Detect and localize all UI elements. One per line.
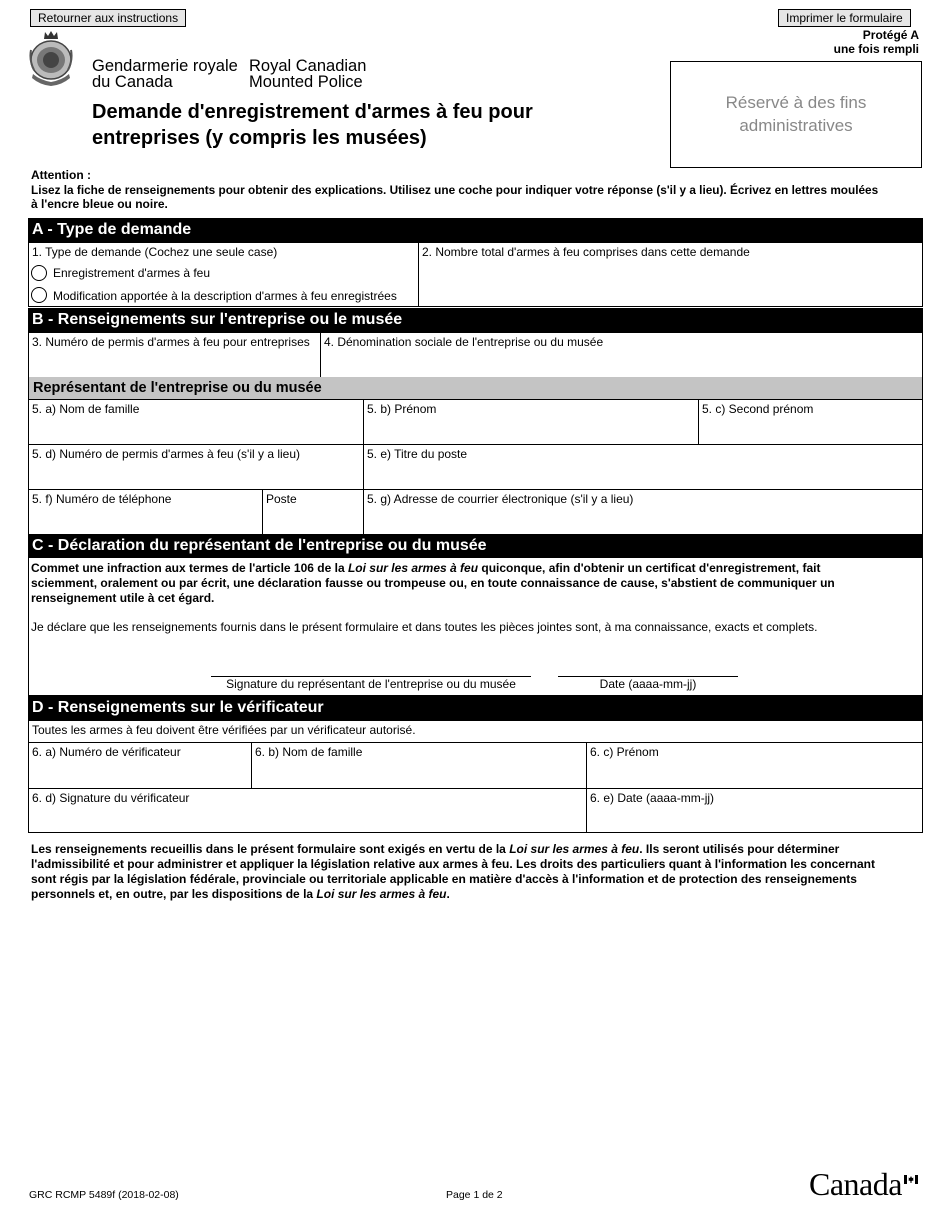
q4-label: 4. Dénomination sociale de l'entreprise ou du musée bbox=[324, 335, 604, 349]
form-title-line1: Demande d'enregistrement d'armes à feu pour bbox=[92, 101, 533, 123]
q5d-licence-number-field[interactable] bbox=[28, 444, 364, 490]
warning-l1-act: Loi sur les armes à feu bbox=[347, 561, 479, 575]
q2-label: 2. Nombre total d'armes à feu comprises dans cette demande bbox=[422, 245, 750, 259]
q6d-verifier-signature-field[interactable] bbox=[28, 788, 587, 833]
attention-line1: Lisez la fiche de renseignements pour obtenir des explications. Utilisez une coche pour indiquer votre réponse (s'il y a lieu). Écrivez en lettres moulées bbox=[31, 182, 879, 197]
privacy-l1-a: Les renseignements recueillis dans le présent formulaire sont exigés en vertu de la bbox=[31, 842, 510, 856]
admin-box-line1: Réservé à des fins bbox=[725, 93, 867, 112]
privacy-notice bbox=[31, 842, 926, 902]
q6d-label: 6. d) Signature du vérificateur bbox=[32, 791, 190, 805]
section-d-note bbox=[28, 720, 923, 743]
verifier-note: Toutes les armes à feu doivent être vérifiées par un vérificateur autorisé. bbox=[32, 723, 416, 737]
q2-total-firearms-field[interactable] bbox=[418, 242, 923, 307]
option-modification-label: Modification apportée à la description d'armes à feu enregistrées bbox=[53, 289, 397, 303]
warning-l2: sciemment, oralement ou par écrit, une déclaration fausse ou trompeuse ou, en toute connaissance de cause, s'abstient de communiquer un bbox=[31, 576, 835, 590]
privacy-l3: sont régis par la législation fédérale, provinciale ou territoriale applicable en matière d'accès à l'information et de protection des renseignements bbox=[31, 872, 857, 886]
q6a-verifier-number-field[interactable] bbox=[28, 742, 252, 789]
q5e-job-title-field[interactable] bbox=[363, 444, 923, 490]
privacy-l1-b: . Ils seront utilisés pour déterminer bbox=[639, 842, 840, 856]
attention-notice bbox=[31, 168, 926, 212]
option-registration-label: Enregistrement d'armes à feu bbox=[53, 266, 211, 280]
declaration-text: Je déclare que les renseignements fournis dans le présent formulaire et dans toutes les pièces jointes sont, à ma connaissance, exacts et complets. bbox=[31, 620, 818, 634]
form-code: GRC RCMP 5489f (2018-02-08) bbox=[29, 1189, 179, 1201]
agency-en-line2: Mounted Police bbox=[249, 73, 363, 91]
privacy-l4-act: Loi sur les armes à feu bbox=[316, 887, 447, 901]
back-to-instructions-button[interactable]: Retourner aux instructions bbox=[30, 9, 186, 27]
privacy-l2: l'admissibilité et pour administrer et appliquer la législation relative aux armes à feu. Les droits des particuliers quant à l'information les concernant bbox=[31, 857, 875, 871]
warning-l1-a: Commet une infraction aux termes de l'article 106 de la bbox=[31, 561, 348, 575]
attention-line2: à l'encre bleue ou noire. bbox=[31, 197, 168, 211]
q3-business-licence-field[interactable] bbox=[28, 332, 321, 378]
privacy-l4-a: personnels et, en outre, par les dispositions de la bbox=[31, 887, 317, 901]
privacy-l1-act: Loi sur les armes à feu bbox=[509, 842, 640, 856]
privacy-l4-b: . bbox=[446, 887, 450, 901]
q5d-label: 5. d) Numéro de permis d'armes à feu (s'il y a lieu) bbox=[32, 447, 301, 461]
q5b-given-name-field[interactable] bbox=[363, 399, 699, 445]
q5f-phone-field[interactable] bbox=[28, 489, 263, 535]
warning-l1-b: quiconque, afin d'obtenir un certificat d'enregistrement, fait bbox=[478, 561, 821, 575]
admin-reserved-box bbox=[670, 61, 922, 168]
q6b-verifier-surname-field[interactable] bbox=[251, 742, 587, 789]
protection-line1: Protégé A bbox=[862, 28, 919, 42]
agency-name-fr bbox=[92, 58, 238, 90]
rcmp-crest-icon bbox=[28, 30, 74, 88]
q5f-extension-field[interactable] bbox=[262, 489, 364, 535]
q6c-label: 6. c) Prénom bbox=[590, 745, 659, 759]
q5f-label: 5. f) Numéro de téléphone bbox=[32, 492, 172, 506]
section-c-header: C - Déclaration du représentant de l'entreprise ou du musée bbox=[28, 534, 923, 558]
q6c-verifier-given-name-field[interactable] bbox=[586, 742, 923, 789]
attention-label: Attention : bbox=[31, 168, 91, 182]
q6a-label: 6. a) Numéro de vérificateur bbox=[32, 745, 181, 759]
form-title-line2: entreprises (y compris les musées) bbox=[92, 127, 427, 149]
section-c-warning bbox=[31, 561, 921, 606]
warning-l3: renseignement utile à cet égard. bbox=[31, 591, 215, 605]
q5f-extension-label: Poste bbox=[266, 492, 297, 506]
q5a-label: 5. a) Nom de famille bbox=[32, 402, 140, 416]
radio-modification[interactable] bbox=[31, 287, 47, 303]
q6e-verifier-date-field[interactable] bbox=[586, 788, 923, 833]
section-a-header: A - Type de demande bbox=[28, 218, 923, 242]
canada-flag-icon bbox=[904, 1173, 918, 1182]
protection-line2: une fois rempli bbox=[833, 42, 919, 56]
q6b-label: 6. b) Nom de famille bbox=[255, 745, 363, 759]
radio-registration[interactable] bbox=[31, 265, 47, 281]
form-title bbox=[92, 99, 533, 151]
q1-label: 1. Type de demande (Cochez une seule case) bbox=[32, 245, 278, 259]
q5c-middle-name-field[interactable] bbox=[698, 399, 923, 445]
section-b-header: B - Renseignements sur l'entreprise ou le musée bbox=[28, 308, 923, 332]
canada-wordmark: Canada bbox=[809, 1166, 902, 1202]
q5e-label: 5. e) Titre du poste bbox=[367, 447, 468, 461]
agency-fr-line1: Gendarmerie royale bbox=[92, 57, 238, 75]
representative-subheader: Représentant de l'entreprise ou du musée bbox=[28, 377, 923, 400]
page-number: Page 1 de 2 bbox=[446, 1189, 503, 1201]
q5g-label: 5. g) Adresse de courrier électronique (s'il y a lieu) bbox=[367, 492, 634, 506]
q5g-email-field[interactable] bbox=[363, 489, 923, 535]
q5c-label: 5. c) Second prénom bbox=[702, 402, 814, 416]
agency-name-en bbox=[249, 58, 366, 90]
protection-label bbox=[834, 28, 919, 56]
admin-box-line2: administratives bbox=[739, 116, 853, 135]
q3-label: 3. Numéro de permis d'armes à feu pour entreprises bbox=[32, 335, 310, 349]
agency-en-line1: Royal Canadian bbox=[249, 57, 367, 75]
q5b-label: 5. b) Prénom bbox=[367, 402, 437, 416]
q6e-label: 6. e) Date (aaaa-mm-jj) bbox=[590, 791, 715, 805]
q4-business-name-field[interactable] bbox=[320, 332, 923, 378]
signature-label: Signature du représentant de l'entreprise ou du musée bbox=[226, 677, 516, 691]
section-d-header: D - Renseignements sur le vérificateur bbox=[28, 696, 923, 720]
print-form-button[interactable]: Imprimer le formulaire bbox=[778, 9, 911, 27]
agency-fr-line2: du Canada bbox=[92, 73, 173, 91]
date-label: Date (aaaa-mm-jj) bbox=[599, 677, 697, 691]
q5a-surname-field[interactable] bbox=[28, 399, 364, 445]
